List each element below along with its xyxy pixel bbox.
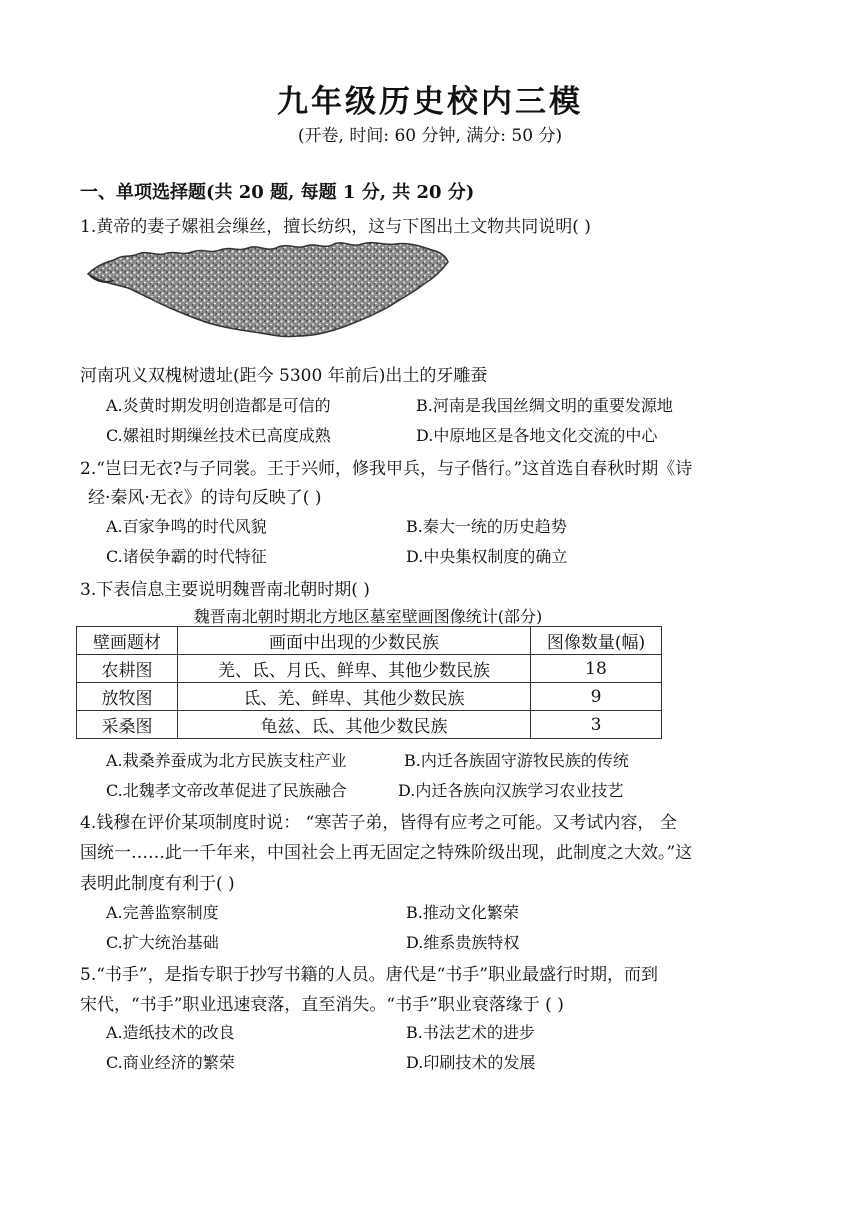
- q2-option-b[interactable]: B.秦大一统的历史趋势: [406, 517, 567, 536]
- table-header-row: [77, 627, 662, 655]
- table-cell: 18: [531, 655, 662, 683]
- table-cell: 3: [531, 711, 662, 739]
- mural-statistics-table: [76, 626, 662, 739]
- table-cell: 采桑图: [77, 711, 178, 739]
- table-row: [77, 683, 662, 711]
- q2-option-a[interactable]: A.百家争鸣的时代风貌: [106, 517, 267, 536]
- q5-option-a[interactable]: A.造纸技术的改良: [106, 1023, 235, 1042]
- table-cell: 龟兹、氐、其他少数民族: [178, 711, 531, 739]
- section-heading-single-choice: 一、单项选择题(共 20 题, 每题 1 分, 共 20 分): [80, 182, 475, 203]
- q1-option-b[interactable]: B.河南是我国丝绸文明的重要发源地: [416, 396, 673, 415]
- table-cell: 氐、羌、鲜卑、其他少数民族: [178, 683, 531, 711]
- column-header-subject: 壁画题材: [77, 627, 178, 655]
- table-cell: 羌、氐、月氏、鲜卑、其他少数民族: [178, 655, 531, 683]
- column-header-count: 图像数量(幅): [531, 627, 662, 655]
- q3-option-d[interactable]: D.内迁各族向汉族学习农业技艺: [398, 781, 624, 800]
- table-cell: 9: [531, 683, 662, 711]
- q4-option-a[interactable]: A.完善监察制度: [106, 903, 219, 922]
- q4-option-b[interactable]: B.推动文化繁荣: [406, 903, 519, 922]
- table-cell: 放牧图: [77, 683, 178, 711]
- column-header-minorities: 画面中出现的少数民族: [178, 627, 531, 655]
- mural-table-caption: 魏晋南北朝时期北方地区墓室壁画图像统计(部分): [193, 607, 543, 626]
- q3-option-a[interactable]: A.栽桑养蚕成为北方民族支柱产业: [106, 751, 347, 770]
- table-row: [77, 711, 662, 739]
- ivory-silkworm-carving-image: [84, 236, 450, 342]
- question-2-stem-line-2: 经·秦风·无衣》的诗句反映了( ): [88, 488, 322, 508]
- q5-option-c[interactable]: C.商业经济的繁荣: [106, 1053, 235, 1072]
- question-2-stem-line-1: 2.“岂曰无衣?与子同裳。王于兴师，修我甲兵，与子偕行。”这首选自春秋时期《诗: [80, 459, 693, 479]
- q2-option-c[interactable]: C.诸侯争霸的时代特征: [106, 547, 267, 566]
- question-3-stem: 3.下表信息主要说明魏晋南北朝时期( ): [80, 580, 370, 600]
- question-5-stem-line-2: 宋代，“书手”职业迅速衰落，直至消失。“书手”职业衰落缘于 ( ): [80, 995, 564, 1015]
- q1-option-c[interactable]: C.嫘祖时期缫丝技术已高度成熟: [106, 426, 331, 445]
- q2-option-d[interactable]: D.中央集权制度的确立: [406, 547, 568, 566]
- q5-option-d[interactable]: D.印刷技术的发展: [406, 1053, 536, 1072]
- q1-option-a[interactable]: A.炎黄时期发明创造都是可信的: [106, 396, 331, 415]
- table-cell: 农耕图: [77, 655, 178, 683]
- q3-option-c[interactable]: C.北魏孝文帝改革促进了民族融合: [106, 781, 347, 800]
- q1-option-d[interactable]: D.中原地区是各地文化交流的中心: [416, 426, 658, 445]
- question-4-stem-line-1: 4.钱穆在评价某项制度时说： “寒苦子弟，皆得有应考之可能。又考试内容， 全: [80, 813, 677, 833]
- question-5-stem-line-1: 5.“书手”，是指专职于抄写书籍的人员。唐代是“书手”职业最盛行时期，而到: [80, 965, 658, 985]
- question-1-image-caption: 河南巩义双槐树遗址(距今 5300 年前后)出土的牙雕蚕: [80, 366, 488, 386]
- q4-option-c[interactable]: C.扩大统治基础: [106, 933, 219, 952]
- q3-option-b[interactable]: B.内迁各族固守游牧民族的传统: [404, 751, 629, 770]
- question-4-stem-line-3: 表明此制度有利于( ): [80, 874, 235, 894]
- question-1-stem: 1.黄帝的妻子嫘祖会缫丝，擅长纺织，这与下图出土文物共同说明( ): [80, 217, 591, 237]
- exam-info: (开卷, 时间: 60 分钟, 满分: 50 分): [297, 126, 563, 146]
- q5-option-b[interactable]: B.书法艺术的进步: [406, 1023, 535, 1042]
- table-row: [77, 655, 662, 683]
- q4-option-d[interactable]: D.维系贵族特权: [406, 933, 520, 952]
- question-4-stem-line-2: 国统一……此一千年来，中国社会上再无固定之特殊阶级出现，此制度之大效。”这: [80, 843, 693, 863]
- page-title: 九年级历史校内三模: [277, 84, 583, 120]
